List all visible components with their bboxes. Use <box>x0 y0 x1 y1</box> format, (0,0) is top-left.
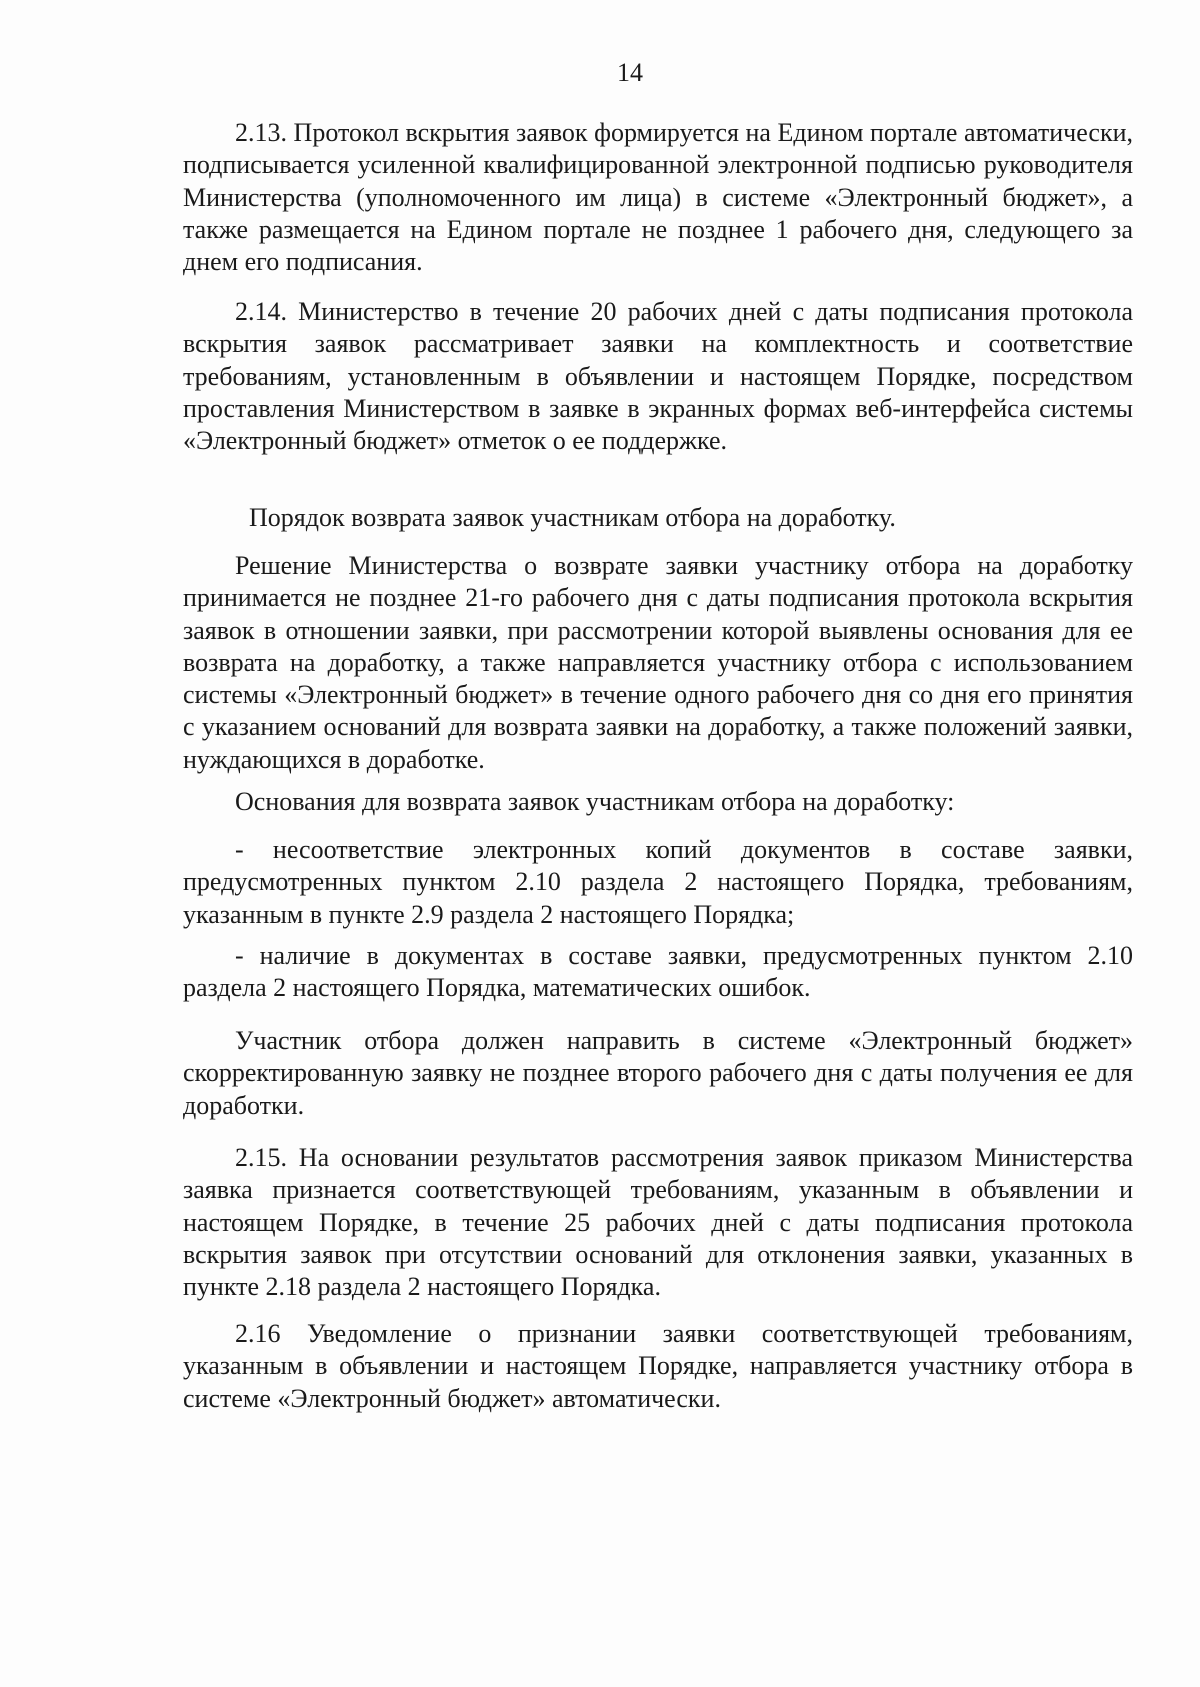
paragraph-text: 2.15. На основании результатов рассмотрения заявок приказом Министерства заявка признается соответствующей требованиям, указанным в объявлении и настоящем Порядке, в течение 25 рабочих дней с даты подписания протокола вскрытия заявок при отсутствии оснований для отклонения заявки, указанных в пункте 2.18 раздела 2 настоящего Порядка. <box>183 1143 1133 1302</box>
paragraph-2-14 <box>183 296 1133 457</box>
paragraph-2-15 <box>183 1142 1133 1303</box>
return-procedure-heading <box>183 502 1133 534</box>
heading-text: Порядок возврата заявок участникам отбора на доработку. <box>249 503 896 532</box>
paragraph-2-13 <box>183 117 1133 278</box>
heading-text: Основания для возврата заявок участникам отбора на доработку: <box>235 787 955 816</box>
ground-item-2 <box>183 940 1133 1005</box>
paragraph-text: Участник отбора должен направить в системе «Электронный бюджет» скорректированную заявку не позднее второго рабочего дня с даты получения ее для доработки. <box>183 1026 1133 1120</box>
page-number: 14 <box>617 58 643 87</box>
paragraph-participant <box>183 1025 1133 1122</box>
paragraph-text: 2.16 Уведомление о признании заявки соответствующей требованиям, указанным в объявлении и настоящем Порядке, направляется участнику отбора в системе «Электронный бюджет» автоматически. <box>183 1319 1133 1413</box>
list-item-text: - наличие в документах в составе заявки, предусмотренных пунктом 2.10 раздела 2 настоящего Порядка, математических ошибок. <box>183 941 1133 1003</box>
paragraph-text: 2.14. Министерство в течение 20 рабочих дней с даты подписания протокола вскрытия заявок рассматривает заявки на комплектность и соответствие требованиям, установленным в объявлении и настоящем Порядке, посредством проставления Министерством в заявке в экранных формах веб-интерфейса системы «Электронный бюджет» отметок о ее поддержке. <box>183 297 1133 456</box>
paragraph-text: Решение Министерства о возврате заявки участнику отбора на доработку принимается не позднее 21-го рабочего дня с даты подписания протокола вскрытия заявок в отношении заявки, при рассмотрении которой выявлены основания для ее возврата на доработку, а также направляется участнику отбора с использованием системы «Электронный бюджет» в течение одного рабочего дня со дня его принятия с указанием оснований для возврата заявки на доработку, а также положений заявки, нуждающихся в доработке. <box>183 551 1133 774</box>
return-grounds-heading <box>183 786 1133 818</box>
paragraph-text: 2.13. Протокол вскрытия заявок формируется на Едином портале автоматически, подписывается усиленной квалифицированной электронной подписью руководителя Министерства (уполномоченного им лица) в системе «Электронный бюджет», а также размещается на Едином портале не позднее 1 рабочего дня, следующего за днем его подписания. <box>183 118 1133 277</box>
ground-item-1 <box>183 834 1133 931</box>
paragraph-return-decision <box>183 550 1133 776</box>
paragraph-2-16 <box>183 1318 1133 1415</box>
list-item-text: - несоответствие электронных копий документов в составе заявки, предусмотренных пунктом 2.10 раздела 2 настоящего Порядка, требованиям, указанным в пункте 2.9 раздела 2 настоящего Порядка; <box>183 835 1133 929</box>
